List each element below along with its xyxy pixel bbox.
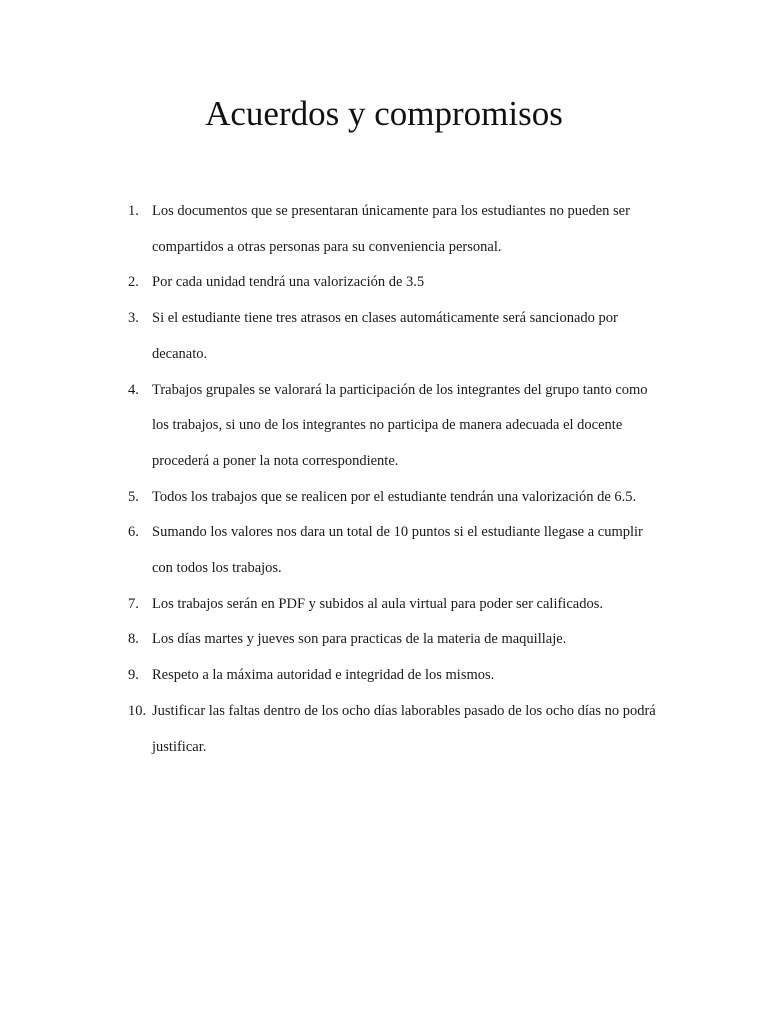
list-item-number: 10. bbox=[128, 702, 147, 719]
list-item-number: 7. bbox=[128, 595, 139, 612]
list-item-text: Trabajos grupales se valorará la participación de los integrantes del grupo tanto como los trabajos, si uno de los integrantes no participa de manera adecuada el docente procederá a poner la nota correspondiente. bbox=[152, 381, 648, 469]
list-item-text: Los días martes y jueves son para practicas de la materia de maquillaje. bbox=[152, 631, 567, 648]
page-title: Acuerdos y compromisos bbox=[205, 94, 563, 133]
list-item-number: 1. bbox=[128, 203, 139, 219]
list-item bbox=[0, 694, 662, 765]
list-item-text: Por cada unidad tendrá una valorización de 3.5 bbox=[152, 274, 425, 291]
agreements-list bbox=[0, 194, 768, 765]
list-item-number: 8. bbox=[128, 631, 139, 648]
list-item-number: 4. bbox=[128, 381, 139, 398]
list-item-number: 2. bbox=[128, 274, 139, 291]
list-item bbox=[0, 480, 662, 516]
list-item-text: Los documentos que se presentaran únicamente para los estudiantes no pueden ser compartidos a otras personas para su conveniencia personal. bbox=[152, 203, 630, 255]
list-item-text: Justificar las faltas dentro de los ocho días laborables pasado de los ocho días no podrá justificar. bbox=[152, 702, 656, 755]
list-item-text: Los trabajos serán en PDF y subidos al aula virtual para poder ser calificados. bbox=[152, 595, 603, 612]
list-item-text: Si el estudiante tiene tres atrasos en clases automáticamente será sancionado por decanato. bbox=[152, 310, 618, 362]
list-item-number: 6. bbox=[128, 524, 139, 541]
list-item bbox=[0, 301, 662, 372]
list-item-number: 5. bbox=[128, 488, 139, 505]
list-item bbox=[0, 587, 662, 623]
list-item-text: Sumando los valores nos dara un total de 10 puntos si el estudiante llegase a cumplir con todos los trabajos. bbox=[152, 524, 643, 577]
list-item bbox=[0, 373, 662, 480]
list-item bbox=[0, 658, 662, 694]
list-item bbox=[0, 265, 662, 301]
list-item bbox=[0, 622, 662, 658]
list-item-number: 3. bbox=[128, 310, 139, 327]
list-item-text: Todos los trabajos que se realicen por el estudiante tendrán una valorización de 6.5. bbox=[152, 488, 637, 505]
list-item bbox=[0, 194, 662, 265]
list-item bbox=[0, 515, 662, 586]
list-item-text: Respeto a la máxima autoridad e integridad de los mismos. bbox=[152, 667, 495, 684]
list-item-number: 9. bbox=[128, 667, 139, 684]
